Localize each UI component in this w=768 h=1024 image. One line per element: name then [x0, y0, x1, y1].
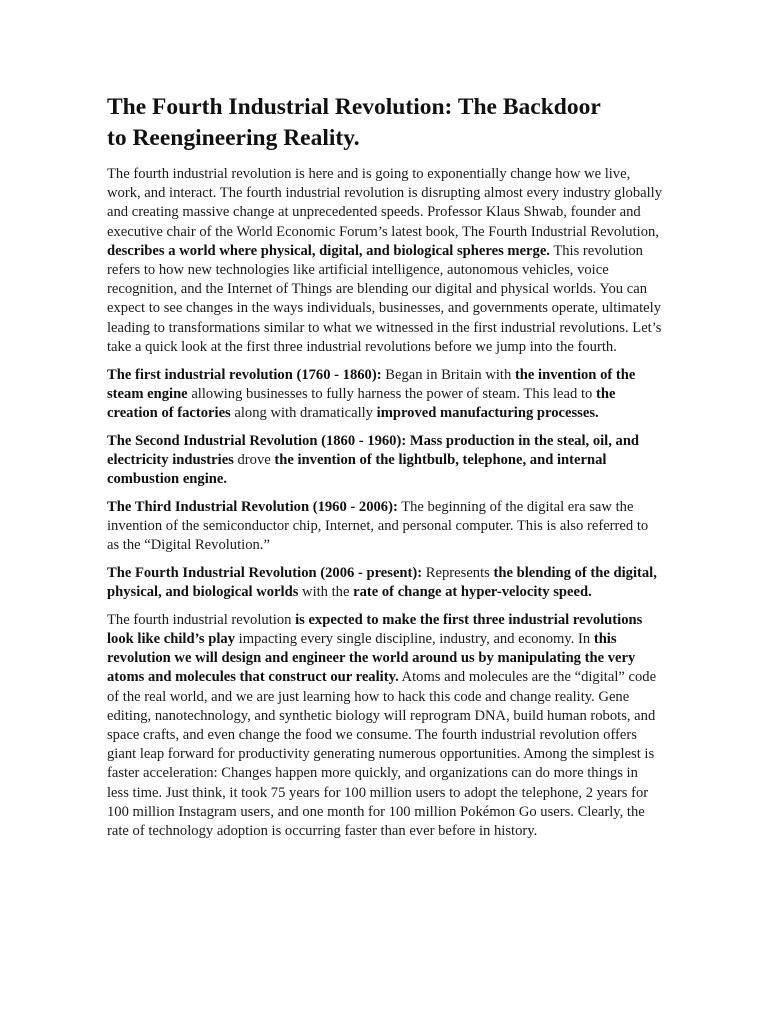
- title-line-1: The Fourth Industrial Revolution: The Backdoor: [107, 94, 601, 120]
- title-line-2: to Reengineering Reality.: [107, 125, 360, 151]
- document-title: [107, 92, 663, 154]
- fourth-revolution-paragraph: The Fourth Industrial Revolution (2006 - present): Represents the blending of the digital, physical, and biological worlds with the rate of change at hyper-velocity speed.: [107, 564, 657, 601]
- second-revolution-paragraph: The Second Industrial Revolution (1860 - 1960): Mass production in the steal, oil, and electricity industries drove the invention of the lightbulb, telephone, and internal combustion engine.: [107, 432, 640, 488]
- intro-paragraph: The fourth industrial revolution is here and is going to exponentially change how we live, work, and interact. The fourth industrial revolution is disrupting almost every industry globally and creating massive change at unprecedented speeds. Professor Klaus Shwab, founder and executive chair of the World Economic Forum’s latest book, The Fourth Industrial Revolution, describes a world where physical, digital, and biological spheres merge. This revolution refers to how new technologies like artificial intelligence, autonomous vehicles, voice recognition, and the Internet of Things are blending our digital and physical worlds. You can expect to see changes in the ways individuals, businesses, and governments operate, ultimately leading to transformations similar to what we witnessed in the first industrial revolutions. Let’s take a quick look at the first three industrial revolutions before we jump into the fourth.: [107, 166, 663, 355]
- document-page: [107, 92, 663, 850]
- third-revolution-paragraph: The Third Industrial Revolution (1960 - 2006): The beginning of the digital era saw the invention of the semiconductor chip, Internet, and personal computer. This is also referred to as the “Digital Revolution.”: [107, 498, 649, 554]
- closing-paragraph: The fourth industrial revolution is expected to make the first three industrial revolutions look like child’s play impacting every single discipline, industry, and economy. In this revolution we will design and engineer the world around us by manipulating the very atoms and molecules that construct our reality. Atoms and molecules are the “digital” code of the real world, and we are just learning how to hack this code and change reality. Gene editing, nanotechnology, and synthetic biology will reprogram DNA, build human robots, and space crafts, and even change the food we consume. The fourth industrial revolution offers giant leap forward for productivity generating numerous opportunities. Among the simplest is faster acceleration: Changes happen more quickly, and organizations can do more things in less time. Just think, it took 75 years for 100 million users to adopt the telephone, 2 years for 100 million Instagram users, and one month for 100 million Pokémon Go users. Clearly, the rate of technology adoption is occurring faster than ever before in history.: [107, 611, 657, 839]
- first-revolution-paragraph: The first industrial revolution (1760 - 1860): Began in Britain with the invention of the steam engine allowing businesses to fully harness the power of steam. This lead to the creation of factories along with dramatically improved manufacturing processes.: [107, 366, 636, 421]
